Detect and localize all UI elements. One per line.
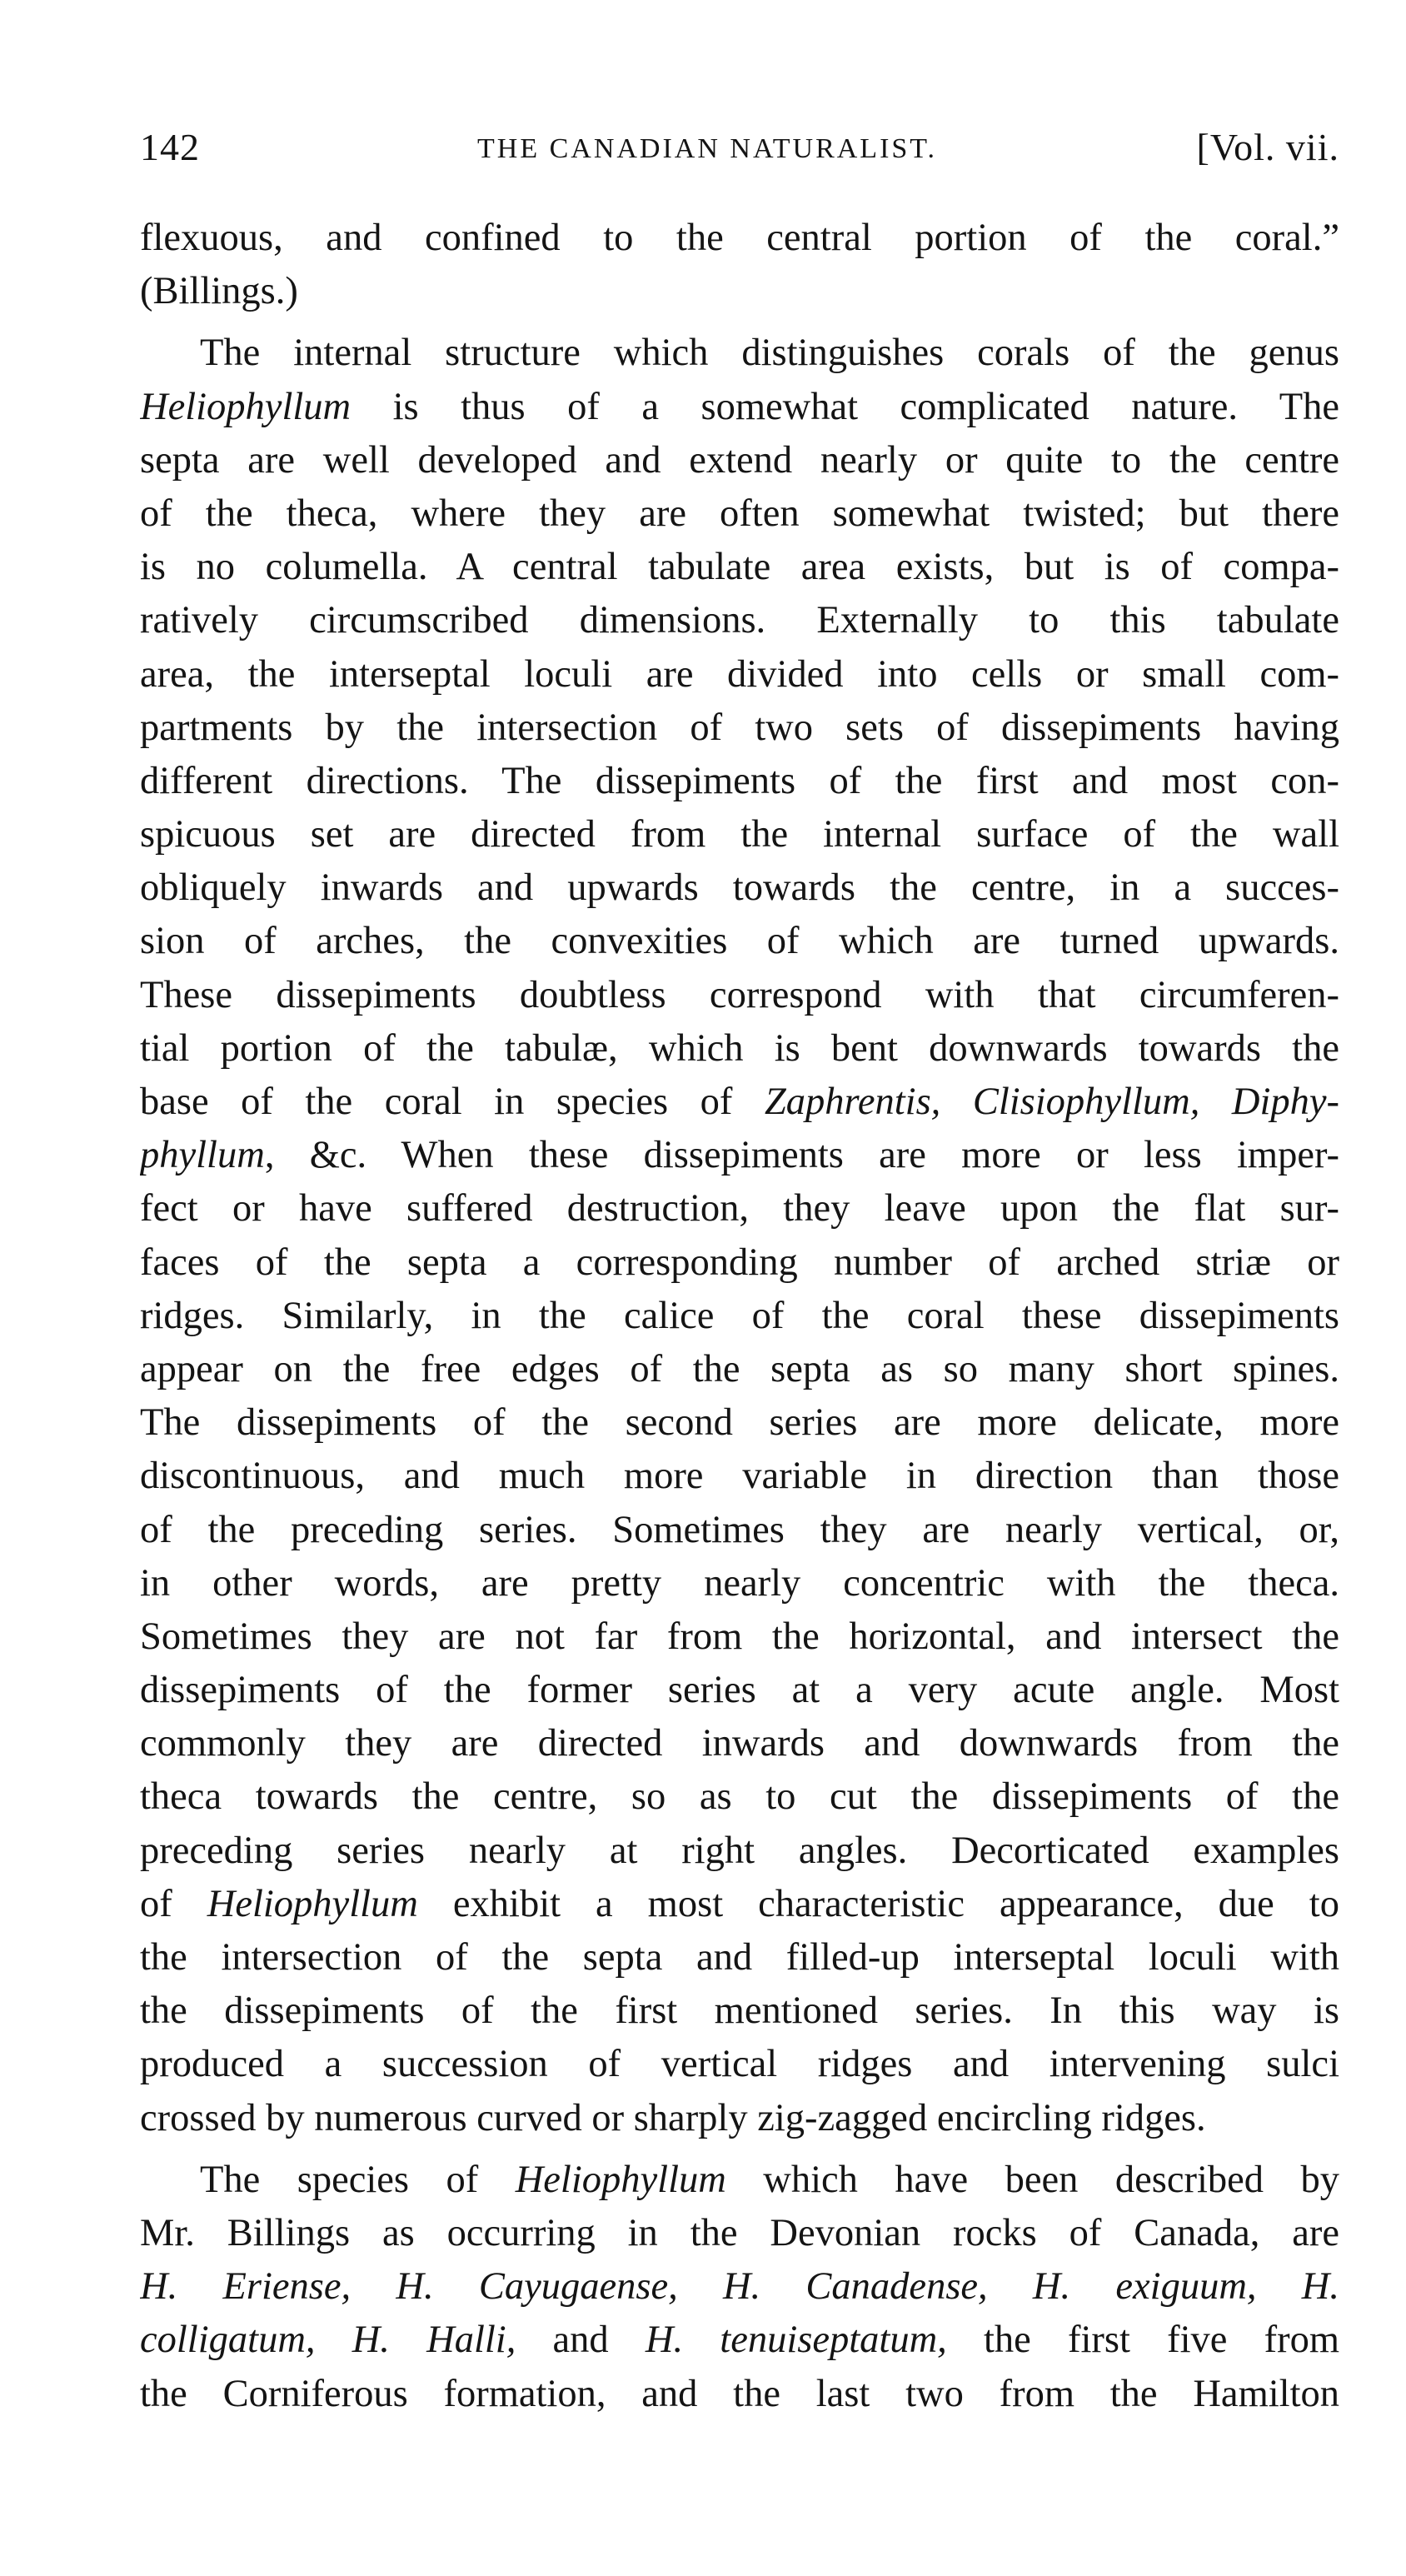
text-segment: of bbox=[140, 1882, 207, 1925]
text-line bbox=[140, 487, 1339, 541]
text-line bbox=[140, 381, 1339, 434]
body-text bbox=[140, 212, 1339, 2421]
text-line bbox=[140, 861, 1339, 915]
page-header bbox=[140, 125, 1339, 192]
text-segment: spicuous set are directed from the internal surface of the wall bbox=[140, 813, 1339, 856]
text-line bbox=[140, 594, 1339, 647]
paragraph bbox=[140, 212, 1339, 318]
text-line bbox=[140, 2092, 1339, 2145]
italic-text: Zaphrentis, Clisiophyllum, Diphy- bbox=[764, 1081, 1339, 1123]
text-line bbox=[140, 1450, 1339, 1503]
text-segment: Sometimes they are not far from the horizontal, and intersect the bbox=[140, 1615, 1339, 1658]
text-line bbox=[140, 1290, 1339, 1343]
text-line bbox=[140, 1825, 1339, 1878]
text-segment: ridges. Similarly, in the calice of the coral these dissepiments bbox=[140, 1294, 1339, 1337]
text-segment: the dissepiments of the first mentioned series. In this way is bbox=[140, 1989, 1339, 2033]
text-line bbox=[140, 1878, 1339, 1931]
text-line bbox=[140, 1504, 1339, 1557]
text-line bbox=[140, 1396, 1339, 1450]
text-segment: the first five from bbox=[946, 2319, 1339, 2362]
text-line bbox=[140, 1343, 1339, 1396]
text-segment: area, the interseptal loculi are divided into cells or small com- bbox=[140, 652, 1339, 696]
text-segment: in other words, are pretty nearly concentric with the theca. bbox=[140, 1561, 1339, 1605]
text-line bbox=[140, 1182, 1339, 1236]
text-segment: of the preceding series. Sometimes they are nearly vertical, or, bbox=[140, 1508, 1339, 1551]
text-line bbox=[140, 541, 1339, 594]
text-segment: of the theca, where they are often somewhat twisted; but there bbox=[140, 492, 1339, 535]
text-segment: different directions. The dissepiments of the first and most con- bbox=[140, 759, 1339, 802]
text-segment: Mr. Billings as occurring in the Devonian rocks of Canada, are bbox=[140, 2211, 1339, 2254]
text-segment: The species of bbox=[200, 2158, 516, 2201]
text-segment: and bbox=[516, 2319, 646, 2362]
text-segment: preceding series nearly at right angles. Decorticated examples bbox=[140, 1829, 1339, 1872]
text-segment: The dissepiments of the second series are more delicate, more bbox=[140, 1401, 1339, 1445]
text-line bbox=[140, 1664, 1339, 1717]
text-segment: sion of arches, the convexities of which are turned upwards. bbox=[140, 920, 1339, 963]
text-line bbox=[140, 212, 1339, 265]
text-line bbox=[140, 2207, 1339, 2260]
text-line bbox=[140, 1984, 1339, 2038]
text-segment: fect or have suffered destruction, they leave upon the flat sur- bbox=[140, 1187, 1339, 1231]
text-line bbox=[140, 1770, 1339, 1824]
paragraph bbox=[140, 2154, 1339, 2421]
text-line bbox=[140, 1129, 1339, 1182]
text-segment: base of the coral in species of bbox=[140, 1081, 765, 1123]
text-segment: which have been described by bbox=[725, 2158, 1339, 2201]
text-segment: crossed by numerous curved or sharply zig-zagged encircling ridges. bbox=[140, 2096, 1206, 2139]
italic-text: H. Eriense, H. Cayugaense, H. Canadense, H. exiguum, H. bbox=[140, 2265, 1339, 2309]
paragraph bbox=[140, 327, 1339, 2144]
text-segment: septa are well developed and extend nearly or quite to the centre bbox=[140, 438, 1339, 482]
text-line bbox=[140, 1610, 1339, 1664]
italic-text: Heliophyllum bbox=[207, 1882, 418, 1925]
text-segment: These dissepiments doubtless correspond with that circumferen- bbox=[140, 973, 1339, 1016]
text-segment: discontinuous, and much more variable in direction than those bbox=[140, 1455, 1339, 1498]
text-line bbox=[140, 434, 1339, 487]
text-line bbox=[140, 1931, 1339, 1984]
italic-text: Heliophyllum bbox=[515, 2158, 726, 2201]
text-segment: , &c. When these dissepiments are more or less imper- bbox=[264, 1134, 1339, 1177]
text-segment: The internal structure which distinguishes corals of the genus bbox=[200, 332, 1339, 375]
text-line bbox=[140, 327, 1339, 380]
text-segment: faces of the septa a corresponding number of arched striæ or bbox=[140, 1241, 1339, 1284]
text-line bbox=[140, 915, 1339, 968]
text-line bbox=[140, 755, 1339, 808]
text-line bbox=[140, 265, 1339, 318]
text-line bbox=[140, 2038, 1339, 2091]
text-line bbox=[140, 1236, 1339, 1290]
text-line bbox=[140, 1076, 1339, 1129]
text-line bbox=[140, 1717, 1339, 1770]
text-line bbox=[140, 2368, 1339, 2421]
page-number: 142 bbox=[140, 126, 200, 168]
text-segment: tial portion of the tabulæ, which is bent downwards towards the bbox=[140, 1026, 1339, 1070]
text-segment: ratively circumscribed dimensions. Externally to this tabulate bbox=[140, 599, 1339, 642]
text-line bbox=[140, 808, 1339, 861]
text-segment: exhibit a most characteristic appearance, due to bbox=[417, 1882, 1339, 1925]
text-segment: (Billings.) bbox=[140, 270, 298, 313]
text-segment: partments by the intersection of two sets of dissepiments having bbox=[140, 706, 1339, 749]
italic-text: colligatum, H. Halli, bbox=[140, 2319, 516, 2362]
text-line bbox=[140, 2260, 1339, 2314]
text-line bbox=[140, 1022, 1339, 1076]
text-segment: commonly they are directed inwards and downwards from the bbox=[140, 1722, 1339, 1765]
italic-text: phyllum bbox=[140, 1134, 265, 1177]
volume-label: [Vol. vii. bbox=[1196, 126, 1339, 168]
text-segment: is no columella. A central tabulate area exists, but is of compa- bbox=[140, 546, 1339, 589]
text-line bbox=[140, 2314, 1339, 2367]
italic-text: H. tenuiseptatum, bbox=[645, 2319, 947, 2362]
text-line bbox=[140, 2154, 1339, 2207]
text-segment: obliquely inwards and upwards towards the centre, in a succes- bbox=[140, 866, 1339, 910]
running-title: THE CANADIAN NATURALIST. bbox=[477, 133, 938, 164]
text-line bbox=[140, 648, 1339, 701]
text-segment: flexuous, and confined to the central portion of the coral.” bbox=[140, 217, 1339, 259]
text-segment: dissepiments of the former series at a very acute angle. Most bbox=[140, 1669, 1339, 1712]
text-segment: theca towards the centre, so as to cut the dissepiments of the bbox=[140, 1775, 1339, 1819]
text-line bbox=[140, 1557, 1339, 1610]
text-segment: is thus of a somewhat complicated nature. The bbox=[351, 385, 1339, 428]
text-segment: produced a succession of vertical ridges and intervening sulci bbox=[140, 2043, 1339, 2086]
text-segment: the Corniferous formation, and the last two from the Hamilton bbox=[140, 2372, 1339, 2415]
text-segment: appear on the free edges of the septa as so many short spines. bbox=[140, 1347, 1339, 1390]
text-line bbox=[140, 969, 1339, 1022]
italic-text: Heliophyllum bbox=[140, 385, 352, 428]
text-line bbox=[140, 701, 1339, 755]
text-segment: the intersection of the septa and filled-up interseptal loculi with bbox=[140, 1936, 1339, 1979]
